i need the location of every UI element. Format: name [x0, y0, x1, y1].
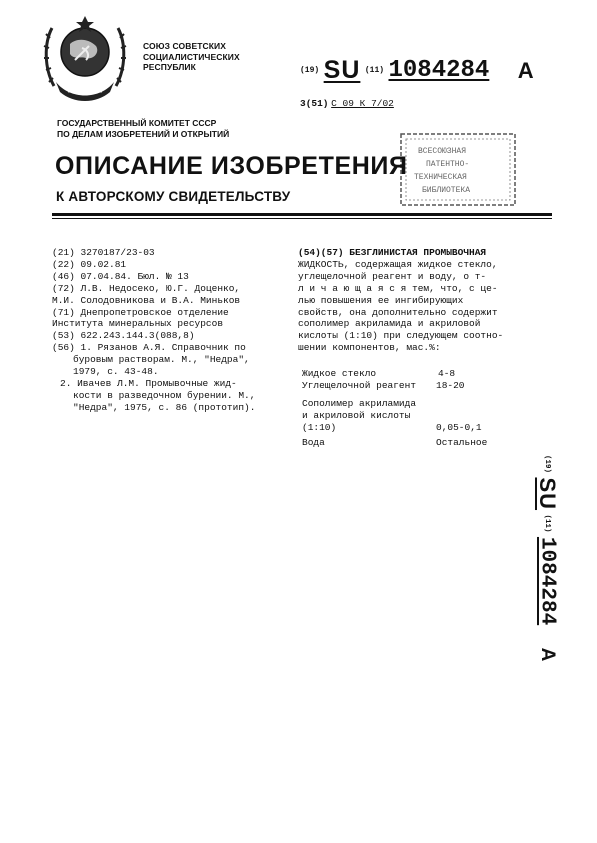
side-publication-number [530, 455, 560, 670]
component-name: Вода [302, 437, 325, 448]
document-title: ОПИСАНИЕ ИЗОБРЕТЕНИЯ [55, 152, 408, 180]
number-code-label: (11) [364, 66, 385, 75]
ussr-emblem-icon [42, 8, 128, 104]
component-value: 0,05-0,1 [436, 422, 482, 433]
component-name: (1:10) [302, 422, 337, 433]
header-divider [52, 213, 552, 216]
component-name: и акриловой кислоты [302, 410, 411, 421]
bibliography-line: буровым растворам. М., "Недра", [73, 354, 250, 366]
component-value: Остальное [436, 437, 488, 448]
bibliography-line: М.И. Солодовникова и В.А. Миньков [52, 294, 241, 306]
country-line: РЕСПУБЛИК [143, 62, 196, 72]
component-name: Сополимер акриламида [302, 398, 417, 409]
country-code: SU [323, 56, 361, 84]
side-kind-code: A [537, 647, 558, 662]
country-name [143, 41, 240, 73]
ipc-classification [300, 98, 394, 109]
ipc-code-label: 3(51) [300, 98, 329, 109]
abstract-line: (54)(57) БЕЗГЛИНИСТАЯ ПРОМЫВОЧНАЯ [298, 247, 487, 258]
document-subtitle: К АВТОРСКОМУ СВИДЕТЕЛЬСТВУ [56, 189, 291, 204]
bibliography-line: (21) 3270187/23-03 [52, 247, 155, 258]
abstract-line: ЖИДКОСТЬ, содержащая жидкое стекло, [298, 258, 498, 270]
header-divider-thin [52, 218, 552, 219]
abstract-line: сополимер акриламида и акриловой [298, 318, 481, 330]
component-name: Жидкое стекло [302, 368, 377, 379]
side-patent-number: 1084284 [535, 536, 559, 626]
bibliographic-data [52, 247, 282, 414]
library-stamp [398, 131, 518, 208]
publication-number [300, 56, 534, 84]
stamp-line: ПАТЕНТНО- [426, 160, 470, 169]
bibliography-line: (46) 07.04.84. Бюл. № 13 [52, 270, 189, 282]
bibliography-line: (71) Днепропетровское отделение [52, 306, 229, 318]
ipc-value: С 09 К 7/02 [331, 98, 394, 109]
bibliography-line: "Недра", 1975, с. 86 (прототип). [73, 401, 256, 413]
kind-code: A [517, 57, 534, 83]
committee-line: ГОСУДАРСТВЕННЫЙ КОМИТЕТ СССР [57, 118, 217, 128]
stamp-line: ВСЕСОЮЗНАЯ [418, 147, 467, 156]
bibliography-line: (53) 622.243.144.3(088,8) [52, 330, 195, 342]
abstract-line: углещелочной реагент и воду, о т- [298, 270, 487, 282]
committee-name [57, 118, 229, 139]
committee-line: ПО ДЕЛАМ ИЗОБРЕТЕНИЙ И ОТКРЫТИЙ [57, 128, 230, 139]
side-number-code-label: (11) [543, 514, 551, 533]
bibliography-line: 2. Ивачев Л.М. Промывочные жид- [60, 377, 237, 389]
abstract-line: свойств, она дополнительно содержит [298, 306, 498, 318]
side-country-code-label: (19) [543, 455, 551, 474]
bibliography-line: (22) 09.02.81 [52, 258, 127, 270]
abstract-line: лью повышения ее ингибирующих [298, 294, 464, 306]
stamp-line: ТЕХНИЧЕСКАЯ [414, 173, 467, 182]
bibliography-line: (72) Л.В. Недосеко, Ю.Г. Доценко, [52, 282, 241, 294]
component-value: 18-20 [436, 380, 465, 391]
abstract [298, 247, 522, 354]
component-name: Углещелочной реагент [302, 380, 417, 391]
bibliography-line: кости в разведочном бурении. М., [73, 389, 256, 401]
component-value: 4-8 [438, 368, 456, 379]
country-code-label: (19) [300, 66, 320, 75]
abstract-line: шении компонентов, мас.%: [298, 342, 441, 354]
abstract-line: кислоты (1:10) при следующем соотно- [298, 330, 504, 342]
country-line: СОЮЗ СОВЕТСКИХ [143, 41, 227, 51]
bibliography-line: (56) 1. Рязанов А.Я. Справочник по [52, 342, 246, 354]
bibliography-line: 1979, с. 43-48. [73, 366, 159, 378]
side-country-code: SU [535, 477, 560, 511]
stamp-line: БИБЛИОТЕКА [422, 186, 471, 195]
bibliography-line: Института минеральных ресурсов [52, 318, 224, 330]
abstract-line: л и ч а ю щ а я с я тем, что, с це- [298, 282, 498, 294]
country-line: СОЦИАЛИСТИЧЕСКИХ [143, 51, 240, 62]
patent-number: 1084284 [388, 57, 490, 84]
